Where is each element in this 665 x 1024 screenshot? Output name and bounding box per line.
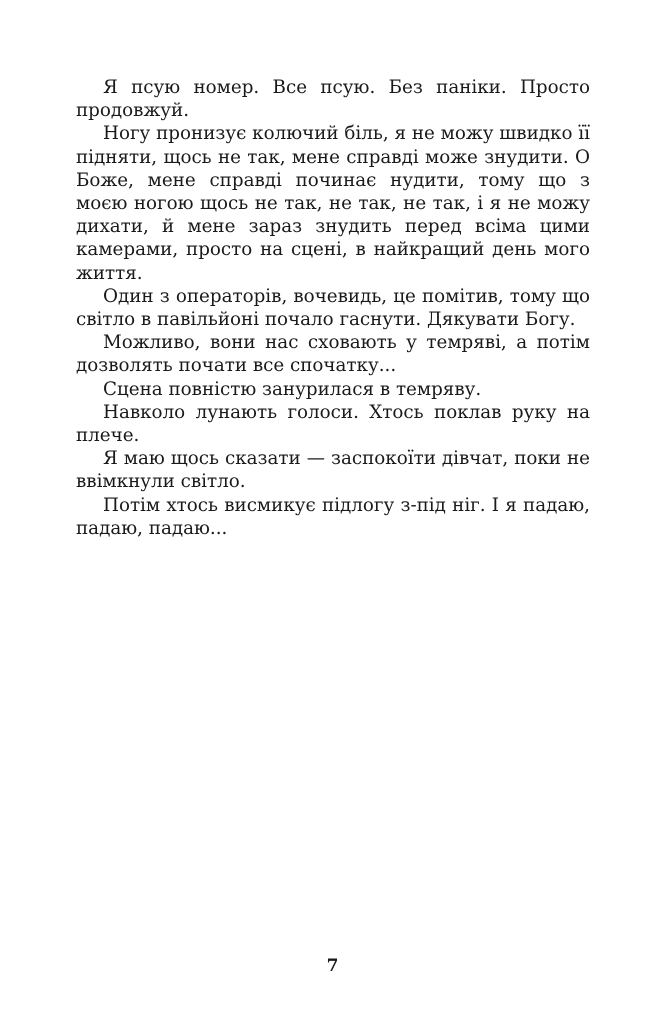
paragraph: Навколо лунають голоси. Хтось поклав руку на плече. [76, 401, 590, 447]
paragraph: Я маю щось сказати — заспокоїти дівчат, поки не ввімкнули світло. [76, 448, 590, 493]
paragraph: Я псую номер. Все псую. Без паніки. Просто продовжуй. [76, 77, 590, 122]
page-number: 7 [326, 956, 339, 976]
paragraph: Потім хтось висмикує підлогу з-під ніг. І я падаю, падаю, падаю... [76, 494, 590, 539]
page-body [76, 76, 590, 540]
paragraph: Ногу пронизує колючий біль, я не можу швидко її підняти, щось не так, мене справді може знудити. О Боже, мене справді починає нудити, тому що з моєю ногою щось не так, не так, не так, і я не можу дихати, й мене зараз знудить перед всіма цими камерами, просто на сцені, в найкращий день мого життя. [76, 123, 590, 284]
paragraph: Один з операторів, вочевидь, це помітив, тому що світло в павільйоні почало гаснути. Дякувати Богу. [76, 285, 590, 331]
paragraph: Можливо, вони нас сховають у темряві, а потім дозволять почати все спочатку... [76, 332, 590, 377]
paragraph: Сцена повністю занурилася в темряву. [103, 378, 482, 400]
